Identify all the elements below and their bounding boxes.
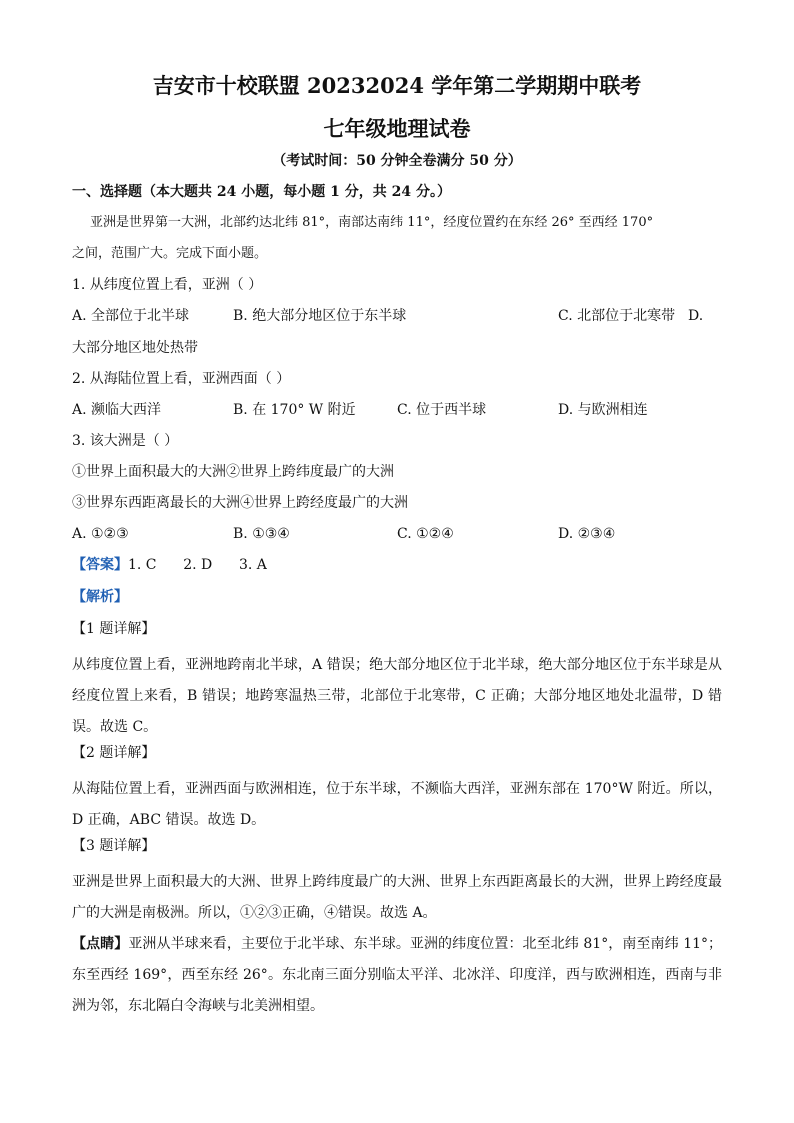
- passage-line-2: 之间，范围广大。完成下面小题。: [72, 246, 268, 261]
- passage-line-1: 亚洲是世界第一大洲，北部约达北纬 81°，南部达南纬 11°，经度位置约在东经 26° 至西经 170°: [90, 215, 654, 230]
- exam-title: 吉安市十校联盟 20232024 学年第二学期期中联考: [152, 73, 642, 98]
- question-3-option-c: C. ①②④: [397, 526, 454, 542]
- detail-2-label: 【2 题详解】: [72, 745, 156, 761]
- question-1-option-c: C. 北部位于北寒带: [558, 308, 676, 324]
- answer-row: [72, 555, 267, 575]
- question-3-statement-1: ①世界上面积最大的大洲②世界上跨纬度最广的大洲: [72, 464, 394, 480]
- question-1-option-b: B. 绝大部分地区位于东半球: [233, 308, 407, 324]
- question-3-stem: 3. 该大洲是（ ）: [72, 433, 179, 449]
- question-2-option-b: B. 在 170° W 附近: [233, 402, 356, 418]
- question-1-option-a: A. 全部位于北半球: [72, 308, 190, 324]
- tip-paragraph: [72, 929, 722, 1022]
- detail-1-label: 【1 题详解】: [72, 621, 156, 637]
- exam-info: （考试时间：50 分钟全卷满分 50 分）: [272, 153, 522, 169]
- question-2-stem: 2. 从海陆位置上看，亚洲西面（ ）: [72, 371, 291, 387]
- question-2-option-a: A. 濒临大西洋: [72, 402, 162, 418]
- question-1-option-d-continued: 大部分地区地处热带: [72, 340, 198, 356]
- answer-label: 【答案】: [72, 557, 128, 573]
- tip-text: 亚洲从半球来看，主要位于北半球、东半球。亚洲的纬度位置：北至北纬 81°，南至南纬 11°；东至西经 169°，西至东经 26°。东北南三面分别临太平洋、北冰洋、印度洋，西与欧洲相连，西南与非洲为邻，东北隔白令海峡与北美洲相望。: [72, 936, 723, 1014]
- section-heading: 一、选择题（本大题共 24 小题，每小题 1 分，共 24 分。）: [72, 184, 451, 200]
- answer-text: 1. C 2. D 3. A: [128, 557, 267, 573]
- question-3-statement-2: ③世界东西距离最长的大洲④世界上跨经度最广的大洲: [72, 495, 408, 511]
- detail-2-text: 从海陆位置上看，亚洲西面与欧洲相连，位于东半球，不濒临大西洋，亚洲东部在 170°W 附近。所以，D 正确，ABC 错误。故选 D。: [72, 781, 722, 828]
- detail-3-text: 亚洲是世界上面积最大的大洲、世界上跨纬度最广的大洲、世界上东西距离最长的大洲，世界上跨经度最广的大洲是南极洲。所以，①②③正确，④错误。故选 A。: [72, 874, 722, 921]
- question-1-option-d: D.: [688, 308, 704, 324]
- question-3-option-b: B. ①③④: [233, 526, 290, 542]
- exam-subtitle: 七年级地理试卷: [323, 116, 471, 141]
- tip-label: 【点睛】: [72, 936, 129, 952]
- detail-1-text: 从纬度位置上看，亚洲地跨南北半球，A 错误；绝大部分地区位于北半球，绝大部分地区位于东半球是从经度位置上来看，B 错误；地跨寒温热三带，北部位于北寒带，C 正确；大部分地区地处北温带，D 错误。故选 C。: [72, 657, 722, 735]
- question-3-option-a: A. ①②③: [72, 526, 129, 542]
- question-1-stem: 1. 从纬度位置上看，亚洲（ ）: [72, 277, 263, 293]
- question-2-option-d: D. 与欧洲相连: [558, 402, 648, 418]
- question-3-option-d: D. ②③④: [558, 526, 616, 542]
- question-2-option-c: C. 位于西半球: [397, 402, 487, 418]
- detail-3-label: 【3 题详解】: [72, 838, 156, 854]
- analysis-label: 【解析】: [72, 589, 128, 605]
